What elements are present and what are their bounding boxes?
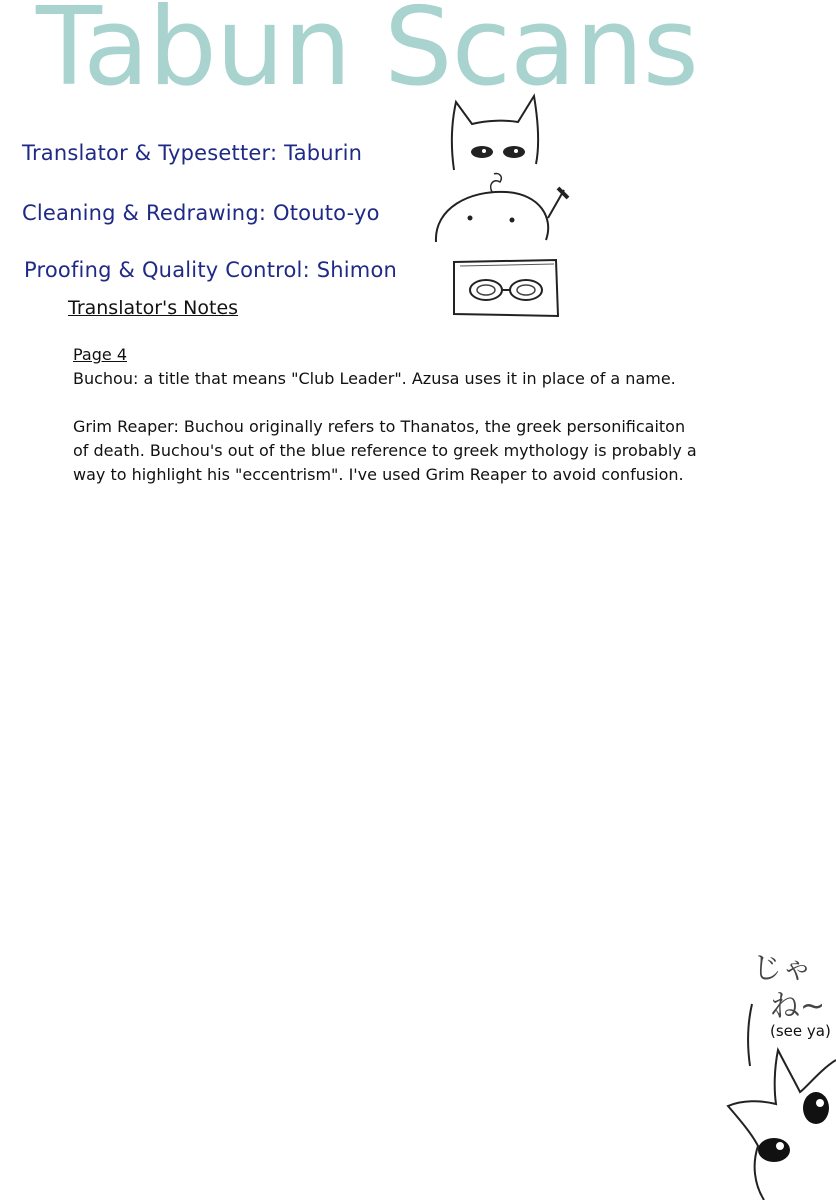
farewell-jp-line1: じゃ [752, 951, 812, 986]
round-creature-icon [430, 168, 580, 246]
note-reaper-line: Grim Reaper: Buchou originally refers to Thanatos, the greek personificaiton [73, 417, 686, 436]
note-page-label: Page 4 [73, 345, 127, 364]
glasses-box-icon [450, 256, 562, 320]
peeking-cat-icon [724, 1000, 836, 1200]
site-logo: Tabun Scans [36, 0, 698, 110]
note-reaper-line: of death. Buchou's out of the blue reference to greek mythology is probably a [73, 441, 697, 460]
credit-cleaning: Cleaning & Redrawing: Otouto-yo [22, 201, 380, 225]
note-buchou: Buchou: a title that means "Club Leader". Azusa uses it in place of a name. [73, 369, 676, 388]
farewell-jp-line2: ね~ [770, 989, 826, 1024]
note-grim-reaper [73, 415, 793, 487]
credit-translator: Translator & Typesetter: Taburin [22, 141, 363, 165]
credit-proofing: Proofing & Quality Control: Shimon [24, 258, 398, 282]
notes-body [73, 345, 793, 487]
note-reaper-line: way to highlight his "eccentrism". I've used Grim Reaper to avoid confusion. [73, 465, 684, 484]
cat-face-icon [448, 92, 544, 172]
farewell-english: (see ya) [770, 1022, 831, 1040]
notes-heading: Translator's Notes [68, 297, 239, 319]
